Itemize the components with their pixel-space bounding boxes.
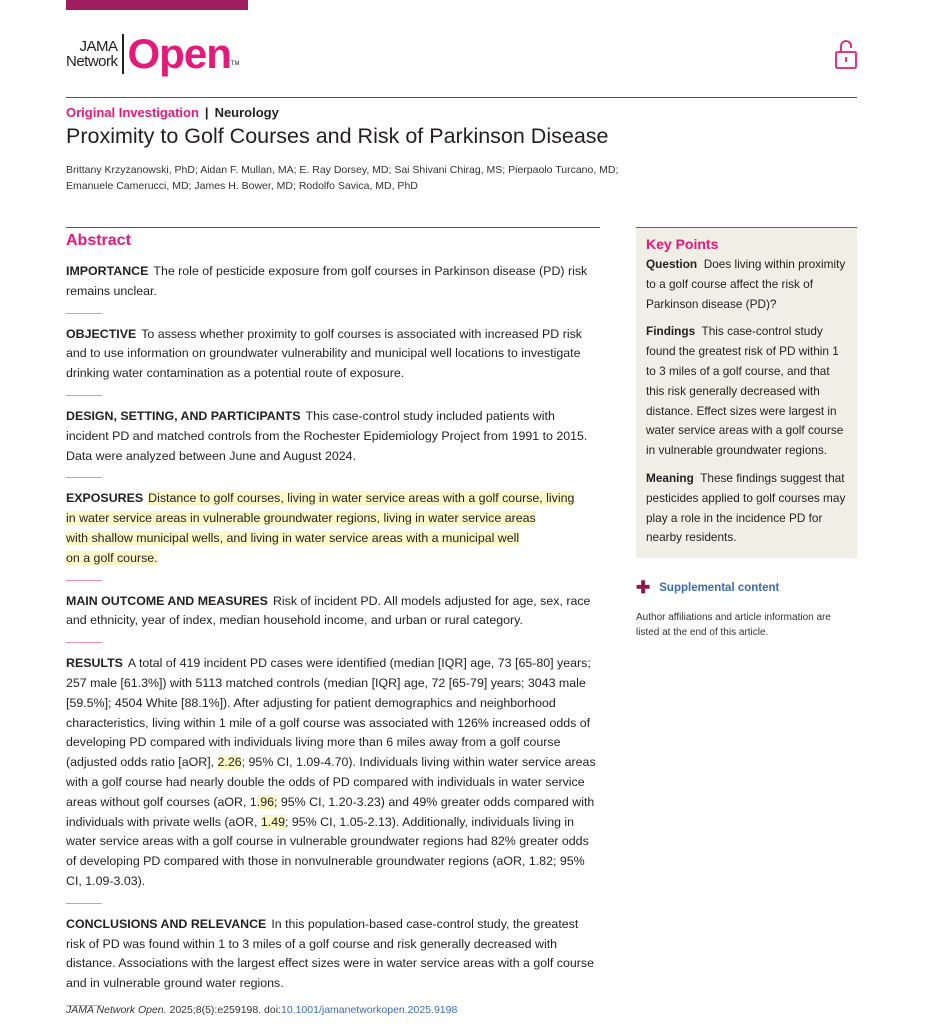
top-accent-bar: [66, 0, 248, 10]
highlighted-text: on a golf course.: [66, 550, 158, 565]
authors-line: Brittany Krzyzanowski, PhD; Aidan F. Mullan, MA; E. Ray Dorsey, MD; Sai Shivani Chirag, MS; Pierpaolo Turcano, MD;: [66, 164, 619, 176]
logo-divider: [122, 34, 124, 74]
highlighted-text: with shallow municipal wells, and living in water service areas with a municipal well: [66, 530, 520, 545]
key-point-meaning: [646, 469, 847, 548]
section-text: To assess whether proximity to golf courses is associated with increased PD risk and to use information on groundwater vulnerability and municipal well locations to investigate drinking water contamination as a potential route of exposure.: [66, 326, 582, 381]
section-divider: [66, 580, 102, 581]
citation-journal: JAMA Network Open.: [66, 1004, 167, 1016]
exposures-section: [66, 489, 600, 568]
key-points-box: [636, 227, 857, 558]
article-section: Neurology: [214, 105, 279, 120]
main-outcome-section: [66, 592, 600, 632]
key-point-text: This case-control study found the greatest risk of PD within 1 to 3 miles of a golf course, and that this risk generally decreased with distance. Effect sizes were largest in water service areas with a golf course in vulnerable groundwater regions.: [646, 324, 844, 458]
importance-section: [66, 262, 600, 302]
abstract: [66, 227, 600, 1017]
section-label: CONCLUSIONS AND RELEVANCE: [66, 916, 267, 931]
key-point-question: [646, 255, 847, 314]
article-title: Proximity to Golf Courses and Risk of Parkinson Disease: [66, 124, 609, 148]
objective-section: [66, 325, 600, 384]
open-lock-icon: [834, 38, 858, 70]
section-label: IMPORTANCE: [66, 264, 149, 278]
logo-network: Network: [66, 53, 118, 70]
section-label: OBJECTIVE: [66, 326, 137, 341]
highlighted-text: Distance to golf courses, living in water service areas with a golf course, living: [148, 491, 575, 506]
conclusions-section: [66, 915, 600, 994]
jama-network-open-logo: [66, 30, 240, 77]
section-text: ; 95% CI, 1.09-4.70). Individuals living within water service areas with a golf course had nearly double the odds of PD compared with individuals in water service areas without golf courses (aOR, 1: [66, 755, 596, 809]
supplemental-label[interactable]: Supplemental content: [659, 582, 780, 594]
logo-jama: JAMA: [79, 38, 118, 55]
section-divider: [66, 477, 102, 478]
section-text: ; 95% CI, 1.05-2.13). Additionally, individuals living in water service areas with a golf course in vulnerable groundwater regions had 82% greater odds of developing PD compared with those in nonvulnerable groundwater regions (aOR, 1.82; 95% CI, 1.09-3.03).: [66, 814, 589, 888]
article-type: Original Investigation: [66, 105, 199, 120]
section-text: A total of 419 incident PD cases were identified (median [IQR] age, 73 [65-80] years; 257 male [61.3%]) with 5113 matched controls (median [IQR] age, 72 [65-79] years; 3043 male [59.5%]; 4504 White [88.1%]). After adjusting for patient demographics and neighborhood characteristics, living within 1 mile of a golf course was associated with 126% increased odds of developing PD compared with individuals living more than 6 miles away from a golf course (adjusted odds ratio [aOR],: [66, 656, 591, 770]
article-kicker: [66, 105, 279, 120]
key-point-label: Findings: [646, 324, 696, 339]
section-label: RESULTS: [66, 656, 123, 671]
section-label: EXPOSURES: [66, 491, 144, 506]
key-point-label: Question: [646, 257, 698, 271]
highlighted-text: in water service areas in vulnerable groundwater regions, living in water service areas: [66, 511, 536, 526]
logo-open: Open: [127, 30, 231, 77]
section-text: This case-control study included patients with incident PD and matched controls from the Rochester Epidemiology Project from 1991 to 2015. Data were analyzed between June and August 2024.: [66, 408, 588, 463]
section-text: In this population-based case-control study, the greatest risk of PD was found within 1 to 3 miles of a golf course and risk generally decreased with distance. Associations with the largest effect sizes were in water service areas with a golf course and in vulnerable ground water regions.: [66, 916, 594, 991]
key-point-text: Does living within proximity to a golf course affect the risk of Parkinson disease (PD)?: [646, 257, 846, 311]
section-text: The role of pesticide exposure from golf courses in Parkinson disease (PD) risk remains unclear.: [66, 264, 588, 298]
highlighted-text: 1.49: [260, 814, 286, 829]
author-list: [66, 162, 626, 194]
highlighted-text: 2.26: [217, 755, 242, 770]
abstract-rule: [66, 227, 600, 228]
authors-line: Emanuele Camerucci, MD; James H. Bower, MD; Rodolfo Savica, MD, PhD: [66, 180, 418, 192]
section-divider: [66, 642, 102, 643]
key-point-findings: [646, 322, 847, 461]
key-points-heading: Key Points: [646, 236, 719, 252]
plus-icon: ✚: [636, 578, 651, 597]
section-label: MAIN OUTCOME AND MEASURES: [66, 593, 268, 608]
section-text: 95% CI, 1.20-3.23) and 49% greater odds compared with individuals with private wells (aOR,: [66, 794, 595, 829]
affiliations-note: Author affiliations and article information are listed at the end of this article.: [636, 612, 831, 638]
section-divider: [66, 903, 102, 904]
highlighted-text: .96;: [256, 794, 278, 809]
supplemental-content-link[interactable]: [636, 578, 780, 597]
header-rule: [66, 97, 857, 98]
section-divider: [66, 313, 102, 314]
design-section: [66, 407, 600, 466]
citation-ref: 2025;8(5):e259198. doi:: [166, 1004, 281, 1016]
section-label: DESIGN, SETTING, AND PARTICIPANTS: [66, 408, 301, 423]
results-section: [66, 654, 600, 892]
section-text: Risk of incident PD. All models adjusted for age, sex, race and ethnicity, year of index, median household income, and urban or rural category.: [66, 593, 591, 628]
key-point-label: Meaning: [646, 470, 694, 485]
logo-tm: TM: [230, 61, 240, 67]
section-divider: [66, 395, 102, 396]
key-point-text: These findings suggest that pesticides applied to golf courses may play a role in the incidence PD for nearby residents.: [646, 470, 846, 545]
abstract-heading: Abstract: [66, 232, 131, 249]
kicker-separator: |: [204, 105, 209, 120]
citation: [66, 1004, 457, 1016]
doi-link[interactable]: 10.1001/jamanetworkopen.2025.9198: [281, 1004, 458, 1016]
